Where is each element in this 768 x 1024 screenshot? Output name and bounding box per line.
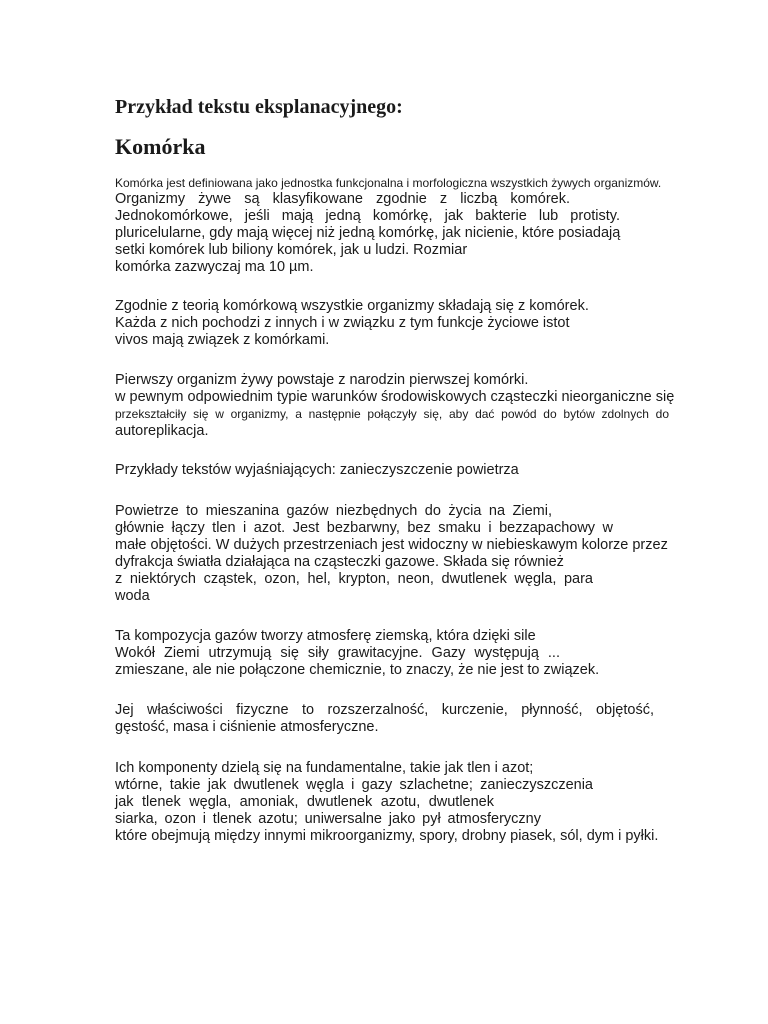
paragraph-line: Komórka jest definiowana jako jednostka funkcjonalna i morfologiczna wszystkich żywych organizmów. [115,176,662,190]
paragraph-line: Zgodnie z teorią komórkową wszystkie organizmy składają się z komórek. [115,298,589,314]
paragraph-line: gęstość, masa i ciśnienie atmosferyczne. [115,719,379,735]
paragraph-line: Każda z nich pochodzi z innych i w związku z tym funkcje życiowe istot [115,315,570,331]
paragraph-line: Powietrze to mieszanina gazów niezbędnych do życia na Ziemi, [115,503,552,519]
paragraph-line: Organizmy żywe są klasyfikowane zgodnie z liczbą komórek. [115,191,570,207]
paragraph-line: dyfrakcja światła działająca na cząsteczki gazowe. Składa się również [115,554,564,570]
paragraph-line: głównie łączy tlen i azot. Jest bezbarwny, bez smaku i bezzapachowy w [115,520,613,536]
paragraph-line: wtórne, takie jak dwutlenek węgla i gazy szlachetne; zanieczyszczenia [115,777,593,793]
paragraph-line: które obejmują między innymi mikroorganizmy, spory, drobny piasek, sól, dym i pyłki. [115,828,659,844]
paragraph-line: Jednokomórkowe, jeśli mają jedną komórkę, jak bakterie lub protisty. [115,208,620,224]
paragraph-line: Przykłady tekstów wyjaśniających: zanieczyszczenie powietrza [115,462,519,478]
paragraph-line: małe objętości. W dużych przestrzeniach jest widoczny w niebieskawym kolorze przez [115,537,668,553]
paragraph-line: setki komórek lub biliony komórek, jak u ludzi. Rozmiar [115,242,468,258]
paragraph-line: Pierwszy organizm żywy powstaje z narodzin pierwszej komórki. [115,372,529,388]
paragraph-line: vivos mają związek z komórkami. [115,332,330,348]
document-title: Przykład tekstu eksplanacyjnego: [115,96,403,118]
paragraph-line: autoreplikacja. [115,423,209,439]
paragraph-line: w pewnym odpowiednim typie warunków środowiskowych cząsteczki nieorganiczne się [115,389,675,405]
paragraph-line: Ta kompozycja gazów tworzy atmosferę ziemską, która dzięki sile [115,628,536,644]
paragraph-line: zmieszane, ale nie połączone chemicznie, to znaczy, że nie jest to związek. [115,662,600,678]
paragraph-line: jak tlenek węgla, amoniak, dwutlenek azotu, dwutlenek [115,794,494,810]
paragraph-line: przekształciły się w organizmy, a następnie połączyły się, aby dać powód do bytów zdolnych do [115,407,669,421]
paragraph-line: pluricelularne, gdy mają więcej niż jedną komórkę, jak nicienie, które posiadają [115,225,621,241]
paragraph-line: siarka, ozon i tlenek azotu; uniwersalne jako pył atmosferyczny [115,811,541,827]
paragraph-line: komórka zazwyczaj ma 10 µm. [115,259,314,275]
paragraph-line: Ich komponenty dzielą się na fundamentalne, takie jak tlen i azot; [115,760,534,776]
paragraph-line: Jej właściwości fizyczne to rozszerzalność, kurczenie, płynność, objętość, [115,702,654,718]
section-heading: Komórka [115,134,206,159]
paragraph-line: Wokół Ziemi utrzymują się siły grawitacyjne. Gazy występują ... [115,645,560,661]
paragraph-line: woda [115,588,150,604]
paragraph-line: z niektórych cząstek, ozon, hel, krypton, neon, dwutlenek węgla, para [115,571,593,587]
